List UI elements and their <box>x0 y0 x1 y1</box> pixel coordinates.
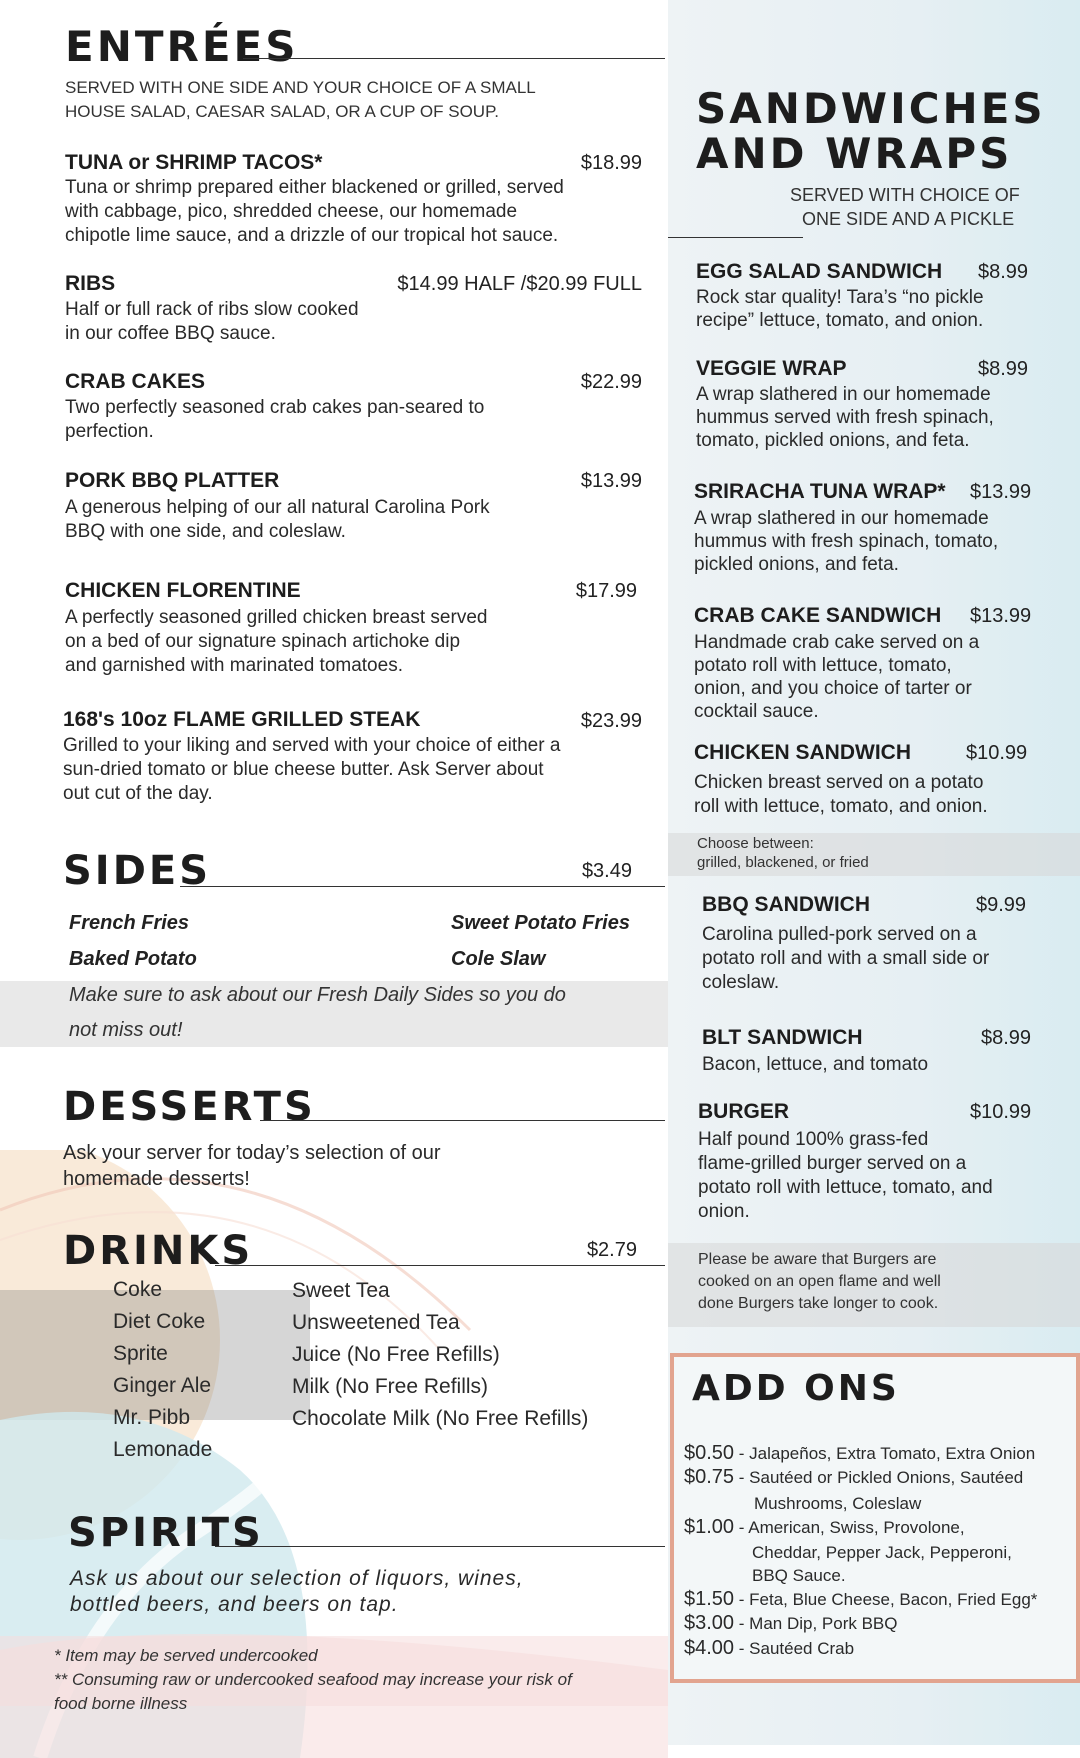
sides-note: Make sure to ask about our Fresh Daily Sides so you do not miss out! <box>69 984 566 1041</box>
drinks-column-1 <box>113 1274 212 1466</box>
entree-name-crab-cakes: CRAB CAKES <box>65 370 206 393</box>
entrees-rule <box>243 58 665 59</box>
sandwich-name-egg-salad: EGG SALAD SANDWICH <box>696 260 943 283</box>
entree-desc-pork-bbq-platter: A generous helping of our all natural Carolina Pork BBQ with one side, and coleslaw. <box>65 497 490 542</box>
sides-heading: SIDES <box>63 848 212 894</box>
addon-line-0-75-cont: Mushrooms, Coleslaw <box>754 1494 922 1513</box>
drink-juice: Juice (No Free Refills) <box>292 1343 500 1366</box>
entree-name-tuna-tacos: TUNA or SHRIMP TACOS* <box>65 151 323 174</box>
entree-desc-tuna-tacos: Tuna or shrimp prepared either blackened or grilled, served with cabbage, pico, shredded cheese, our homemade chipotle lime sauce, and a drizzle of our tropical hot sauce. <box>65 177 564 246</box>
sandwich-price-veggie-wrap: $8.99 <box>978 358 1029 380</box>
desserts-heading: DESSERTS <box>63 1084 316 1130</box>
sandwich-price-bbq: $9.99 <box>976 894 1027 916</box>
sandwich-price-chicken: $10.99 <box>966 742 1028 764</box>
drink-ginger-ale: Ginger Ale <box>113 1374 212 1397</box>
side-french-fries: French Fries <box>69 912 190 934</box>
sandwich-desc-egg-salad: Rock star quality! Tara’s “no pickle recipe” lettuce, tomato, and onion. <box>696 287 984 331</box>
addon-line-0-75: $0.75 - Sautéed or Pickled Onions, Sautéed <box>684 1466 1024 1488</box>
drink-diet-coke: Diet Coke <box>113 1310 206 1333</box>
sandwiches-subtitle-line2: ONE SIDE AND A PICKLE <box>802 209 1015 229</box>
drink-lemonade: Lemonade <box>113 1438 213 1461</box>
addon-line-1-00-cont2: BBQ Sauce. <box>752 1566 846 1585</box>
desserts-rule <box>260 1120 665 1121</box>
addon-line-4-00: $4.00 - Sautéed Crab <box>684 1637 855 1659</box>
entree-price-ribs: $14.99 HALF /$20.99 FULL <box>397 273 642 295</box>
addon-line-1-00: $1.00 - American, Swiss, Provolone, <box>684 1516 965 1538</box>
entree-name-ribs: RIBS <box>65 272 116 295</box>
drink-milk: Milk (No Free Refills) <box>292 1375 489 1398</box>
sandwich-desc-bbq: Carolina pulled-pork served on a potato roll and with a small side or coleslaw. <box>702 924 990 993</box>
addon-line-1-50: $1.50 - Feta, Blue Cheese, Bacon, Fried Egg* <box>684 1588 1038 1610</box>
sandwich-desc-chicken: Chicken breast served on a potato roll with lettuce, tomato, and onion. <box>694 772 988 817</box>
addon-line-1-00-cont1: Cheddar, Pepper Jack, Pepperoni, <box>752 1543 1012 1562</box>
drinks-price: $2.79 <box>586 1239 637 1261</box>
spirits-heading: SPIRITS <box>68 1510 264 1556</box>
sandwich-name-bbq: BBQ SANDWICH <box>702 893 870 916</box>
burger-cook-note: Please be aware that Burgers are cooked on an open flame and well done Burgers take longer to cook. <box>698 1251 941 1312</box>
sandwich-desc-veggie-wrap: A wrap slathered in our homemade hummus served with fresh spinach, tomato, pickled onions, and feta. <box>696 384 994 451</box>
entree-price-flame-grilled-steak: $23.99 <box>580 710 642 732</box>
sandwich-name-burger: BURGER <box>698 1100 790 1123</box>
sandwich-name-chicken: CHICKEN SANDWICH <box>694 741 911 764</box>
entrees-subtitle-line2: HOUSE SALAD, CAESAR SALAD, OR A CUP OF SOUP. <box>65 102 499 121</box>
chicken-choice-note: Choose between: grilled, blackened, or fried <box>697 835 869 871</box>
sandwich-price-sriracha-tuna-wrap: $13.99 <box>970 481 1032 503</box>
sandwich-name-crab-cake: CRAB CAKE SANDWICH <box>694 604 942 627</box>
entree-desc-chicken-florentine: A perfectly seasoned grilled chicken breast served on a bed of our signature spinach artichoke dip and garnished with marinated tomatoes. <box>65 607 488 676</box>
spirits-text: Ask us about our selection of liquors, wines, bottled beers, and beers on tap. <box>70 1567 524 1616</box>
entree-price-tuna-tacos: $18.99 <box>580 152 642 174</box>
entrees-subtitle-line1: SERVED WITH ONE SIDE AND YOUR CHOICE OF A SMALL <box>65 78 536 97</box>
drink-mr-pibb: Mr. Pibb <box>113 1406 191 1429</box>
entree-name-flame-grilled-steak: 168's 10oz FLAME GRILLED STEAK <box>63 708 421 731</box>
sides-price: $3.49 <box>581 860 632 882</box>
drink-chocolate-milk: Chocolate Milk (No Free Refills) <box>292 1407 589 1430</box>
sandwich-desc-blt: Bacon, lettuce, and tomato <box>702 1054 929 1075</box>
drink-unsweetened-tea: Unsweetened Tea <box>292 1311 460 1334</box>
drinks-column-2 <box>292 1275 588 1435</box>
entree-desc-flame-grilled-steak: Grilled to your liking and served with your choice of either a sun-dried tomato or blue cheese butter. Ask Server about out cut of the day. <box>63 735 561 804</box>
sandwiches-heading-line2: AND WRAPS <box>696 129 1013 178</box>
entree-name-pork-bbq-platter: PORK BBQ PLATTER <box>65 469 280 492</box>
drinks-heading: DRINKS <box>63 1228 254 1274</box>
entree-price-chicken-florentine: $17.99 <box>575 580 637 602</box>
sandwich-desc-burger: Half pound 100% grass-fed flame-grilled burger served on a potato roll with lettuce, tomato, and onion. <box>698 1129 993 1222</box>
sandwich-price-crab-cake: $13.99 <box>970 605 1032 627</box>
entree-desc-ribs: Half or full rack of ribs slow cooked in our coffee BBQ sauce. <box>65 299 359 344</box>
sandwich-desc-sriracha-tuna-wrap: A wrap slathered in our homemade hummus with fresh spinach, tomato, pickled onions, and feta. <box>694 508 999 575</box>
sandwich-price-blt: $8.99 <box>981 1027 1032 1049</box>
sandwiches-rule <box>668 237 803 238</box>
sandwiches-heading-line1: SANDWICHES <box>696 84 1046 133</box>
sandwich-name-sriracha-tuna-wrap: SRIRACHA TUNA WRAP* <box>694 480 946 503</box>
addon-line-0-50: $0.50 - Jalapeños, Extra Tomato, Extra Onion <box>684 1442 1036 1464</box>
side-cole-slaw: Cole Slaw <box>451 948 546 970</box>
drinks-rule <box>215 1265 665 1266</box>
entree-desc-crab-cakes: Two perfectly seasoned crab cakes pan-seared to perfection. <box>65 397 485 442</box>
sandwich-price-egg-salad: $8.99 <box>978 261 1029 283</box>
footnotes: * Item may be served undercooked ** Consuming raw or undercooked seafood may increase your risk of food borne illness <box>54 1646 572 1713</box>
desserts-text: Ask your server for today’s selection of our homemade desserts! <box>63 1142 441 1190</box>
side-sweet-potato-fries: Sweet Potato Fries <box>451 912 630 934</box>
addon-line-3-00: $3.00 - Man Dip, Pork BBQ <box>684 1612 898 1634</box>
sandwich-price-burger: $10.99 <box>970 1101 1032 1123</box>
drink-coke: Coke <box>113 1278 163 1301</box>
side-baked-potato: Baked Potato <box>69 948 197 970</box>
drink-sweet-tea: Sweet Tea <box>292 1279 390 1302</box>
sandwich-name-veggie-wrap: VEGGIE WRAP <box>696 357 847 380</box>
sandwich-desc-crab-cake: Handmade crab cake served on a potato roll with lettuce, tomato, onion, and you choice of tarter or cocktail sauce. <box>694 632 980 722</box>
entree-price-pork-bbq-platter: $13.99 <box>580 470 642 492</box>
spirits-rule <box>215 1546 665 1547</box>
sandwich-name-blt: BLT SANDWICH <box>702 1026 863 1049</box>
sandwiches-subtitle-line1: SERVED WITH CHOICE OF <box>790 185 1020 205</box>
addons-heading: ADD ONS <box>692 1368 900 1409</box>
drink-sprite: Sprite <box>113 1342 168 1365</box>
entree-name-chicken-florentine: CHICKEN FLORENTINE <box>65 579 301 602</box>
sides-rule <box>180 886 665 887</box>
entree-price-crab-cakes: $22.99 <box>580 371 642 393</box>
entrees-heading: ENTRÉES <box>65 22 299 71</box>
